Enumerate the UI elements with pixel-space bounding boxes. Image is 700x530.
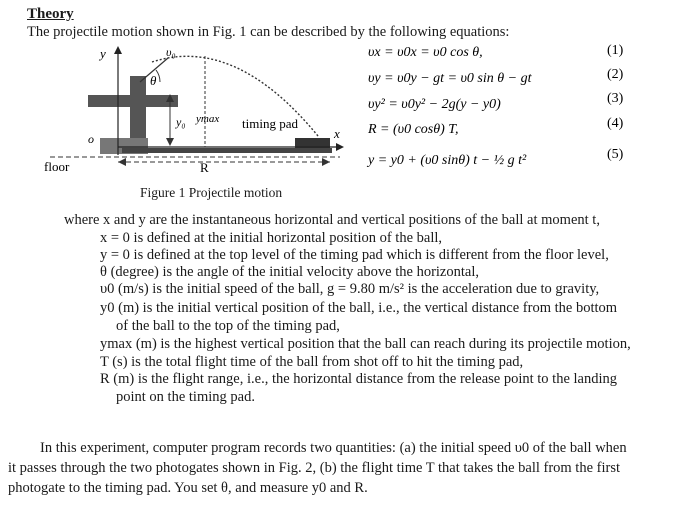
definition-line: R (m) is the flight range, i.e., the horizontal distance from the release point to the landing bbox=[100, 371, 618, 387]
definition-line: y = 0 is defined at the top level of the timing pad which is different from the floor level, bbox=[100, 247, 609, 263]
label-v0: υ₀ bbox=[166, 45, 176, 59]
paragraph-line: In this experiment, computer program records two quantities: (a) the initial speed υ0 of the ball when bbox=[40, 440, 627, 456]
projectile-figure bbox=[0, 40, 700, 200]
definition-line: υ0 (m/s) is the initial speed of the ball, g = 9.80 m/s² is the acceleration due to gravity, bbox=[100, 281, 600, 297]
label-R: R bbox=[200, 160, 209, 175]
equation-1: υx = υ0x = υ0 cos θ, bbox=[368, 45, 483, 60]
figure-caption: Figure 1 Projectile motion bbox=[140, 185, 283, 200]
r-arrow-left-icon bbox=[118, 158, 126, 166]
intro-text: The projectile motion shown in Fig. 1 can be described by the following equations: bbox=[27, 24, 510, 40]
theory-heading: Theory bbox=[27, 6, 74, 22]
x-axis-arrow-icon bbox=[336, 143, 344, 151]
definition-line: T (s) is the total flight time of the ball from shot off to hit the timing pad, bbox=[100, 354, 524, 370]
definition-line: of the ball to the top of the timing pad, bbox=[116, 318, 340, 334]
label-floor: floor bbox=[44, 159, 70, 174]
launcher-top bbox=[88, 95, 178, 107]
r-arrow-right-icon bbox=[322, 158, 330, 166]
y-axis-arrow-icon bbox=[114, 46, 122, 54]
label-theta: θ bbox=[150, 73, 157, 88]
table-surface bbox=[122, 148, 332, 153]
equation-4-number: (4) bbox=[607, 116, 624, 131]
equation-2: υy = υ0y − gt = υ0 sin θ − gt bbox=[368, 71, 532, 86]
definition-line: θ (degree) is the angle of the initial velocity above the horizontal, bbox=[100, 264, 479, 280]
paragraph-line: it passes through the two photogates shown in Fig. 2, (b) the flight time T that takes the ball from the first bbox=[8, 460, 621, 476]
label-y: y bbox=[100, 46, 106, 61]
equation-1-number: (1) bbox=[607, 43, 624, 58]
label-y0: y₀ bbox=[176, 115, 186, 129]
equation-3-number: (3) bbox=[607, 91, 624, 106]
equation-3: υy² = υ0y² − 2g(y − y0) bbox=[368, 97, 501, 112]
equation-5-number: (5) bbox=[607, 147, 624, 162]
definition-line: where x and y are the instantaneous horizontal and vertical positions of the ball at moment t, bbox=[64, 212, 600, 228]
label-timing-pad: timing pad bbox=[242, 116, 298, 131]
equation-2-number: (2) bbox=[607, 67, 624, 82]
label-o: o bbox=[88, 132, 94, 146]
definition-line: ymax (m) is the highest vertical position that the ball can reach during its projectile motion, bbox=[100, 336, 631, 352]
equation-5: y = y0 + (υ0 sinθ) t − ½ g t² bbox=[368, 153, 527, 168]
label-ymax: ymax bbox=[196, 113, 220, 125]
definition-line: point on the timing pad. bbox=[116, 389, 255, 405]
definition-line: x = 0 is defined at the initial horizontal position of the ball, bbox=[100, 230, 443, 246]
equation-4: R = (υ0 cosθ) T, bbox=[368, 122, 459, 137]
paragraph-line: photogate to the timing pad. You set θ, and measure y0 and R. bbox=[8, 480, 368, 496]
label-x: x bbox=[334, 126, 340, 141]
y0-arrow-down-icon bbox=[166, 138, 174, 146]
definition-line: y0 (m) is the initial vertical position of the ball, i.e., the vertical distance from the bottom bbox=[100, 300, 618, 316]
